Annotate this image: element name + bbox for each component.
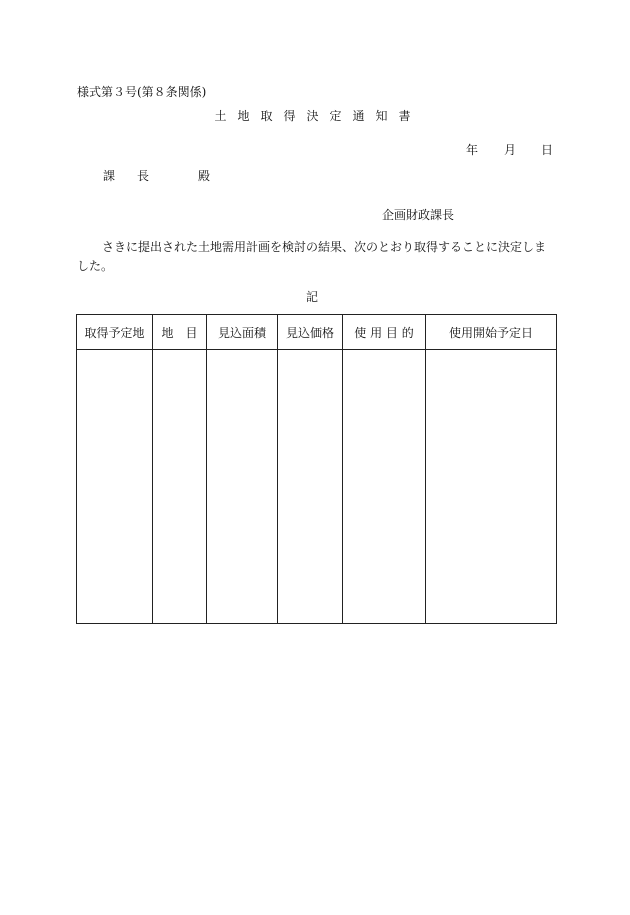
sender: 企画財政課長 [382, 208, 455, 222]
header-estimated-price: 見込価格 [278, 315, 343, 350]
header-land-category: 地 目 [153, 315, 207, 350]
form-number: 様式第３号(第８条関係) [77, 85, 207, 99]
land-acquisition-table [76, 314, 557, 624]
cell-start-date[interactable] [426, 350, 557, 624]
cell-land-category[interactable] [153, 350, 207, 624]
date-line [466, 143, 553, 157]
header-purpose: 使 用 目 的 [343, 315, 426, 350]
table-row [77, 350, 557, 624]
cell-purpose[interactable] [343, 350, 426, 624]
date-month: 月 [504, 143, 517, 157]
date-day: 日 [541, 143, 554, 157]
recipient-line [103, 169, 210, 183]
header-planned-site: 取得予定地 [77, 315, 153, 350]
table-header-row [77, 315, 557, 350]
recipient-role: 課長 [103, 169, 172, 183]
header-start-date: 使用開始予定日 [426, 315, 557, 350]
date-year: 年 [466, 143, 479, 157]
cell-estimated-area[interactable] [207, 350, 278, 624]
recipient-honorific: 殿 [198, 169, 211, 183]
ki-mark: 記 [306, 290, 319, 304]
header-estimated-area: 見込面積 [207, 315, 278, 350]
body-text: さきに提出された土地需用計画を検討の結果、次のとおり取得することに決定しました。 [77, 240, 547, 273]
document-title: 土地取得決定通知書 [214, 109, 422, 123]
cell-estimated-price[interactable] [278, 350, 343, 624]
cell-planned-site[interactable] [77, 350, 153, 624]
